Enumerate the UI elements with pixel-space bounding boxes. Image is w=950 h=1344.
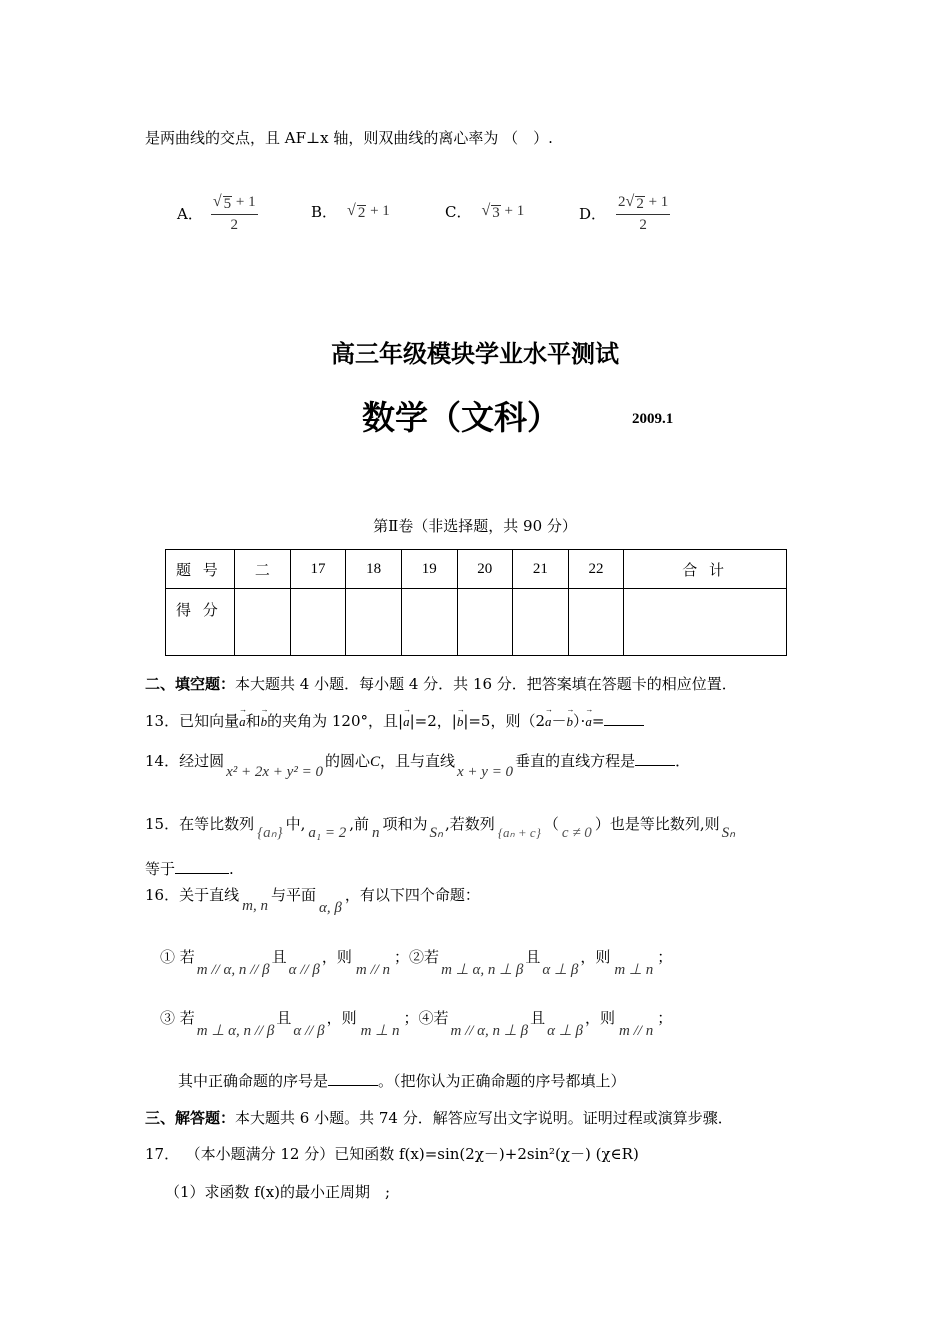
prop-text: ③ 若 bbox=[160, 1009, 195, 1027]
table-header-cell: 合 计 bbox=[624, 550, 787, 589]
question-13 bbox=[145, 710, 644, 731]
table-row-label: 得 分 bbox=[166, 589, 235, 656]
prop-condition: m ⊥ α, n ⊥ β bbox=[441, 962, 524, 978]
first-term: a₁ = 2 bbox=[308, 825, 347, 841]
prop-condition: α ⊥ β bbox=[542, 962, 579, 978]
exam-title: 高三年级模块学业水平测试 bbox=[331, 339, 619, 368]
circle-equation: x² + 2x + y² = 0 bbox=[226, 764, 323, 780]
lines-mn: m, n bbox=[242, 898, 268, 914]
table-header-cell: 20 bbox=[457, 550, 513, 589]
question-15 bbox=[145, 813, 736, 841]
table-header-cell: 题 号 bbox=[166, 550, 235, 589]
option-a bbox=[177, 193, 258, 234]
question-15-line2 bbox=[145, 858, 234, 879]
prop-text: ④若 bbox=[418, 1009, 449, 1027]
part2-label: 二、填空题： bbox=[145, 675, 236, 693]
option-label: B． bbox=[311, 203, 338, 221]
option-b bbox=[311, 201, 390, 222]
q15-text: ）也是等比数列,则 bbox=[594, 815, 720, 833]
part2-desc: 本大题共 4 小题．每小题 4 分．共 16 分．把答案填在答题卡的相应位置． bbox=[235, 675, 737, 693]
score-cell[interactable] bbox=[346, 589, 402, 656]
prop-condition: α // β bbox=[293, 1023, 325, 1039]
planes-alpha-beta: α, β bbox=[318, 900, 342, 916]
vector-a: → a bbox=[403, 714, 410, 730]
prop-text: ； bbox=[394, 948, 410, 966]
question-number: 14． bbox=[145, 752, 180, 770]
score-cell[interactable] bbox=[513, 589, 569, 656]
q14-text: 的圆心 bbox=[324, 752, 370, 770]
answer-blank[interactable] bbox=[635, 765, 675, 766]
vector-a: → a bbox=[545, 714, 552, 730]
q13-text: |=5，则（2 bbox=[463, 712, 546, 730]
prop-text: 且 bbox=[276, 1009, 292, 1027]
vector-b: → b bbox=[567, 714, 574, 730]
q15-text: （ bbox=[543, 815, 559, 833]
prop-text: ； bbox=[403, 1009, 419, 1027]
q14-text: ． bbox=[675, 752, 691, 770]
prop-result: m ⊥ n bbox=[360, 1023, 400, 1039]
q16-text: 与平面 bbox=[270, 886, 316, 904]
table-row bbox=[166, 589, 787, 656]
answer-blank[interactable] bbox=[175, 873, 229, 874]
question-number: 13． bbox=[145, 712, 180, 730]
prop-text: ，则 bbox=[321, 948, 352, 966]
q16-text: 其中正确命题的序号是 bbox=[178, 1072, 329, 1090]
part3-desc: 本大题共 6 小题。共 74 分．解答应写出文字说明。证明过程或演算步骤． bbox=[235, 1109, 733, 1127]
exam-subject: 数学（文科） bbox=[362, 398, 560, 437]
option-b-expr: √ 2 + 1 bbox=[347, 202, 390, 221]
variable-n: n bbox=[372, 825, 380, 841]
sum-sn: Sₙ bbox=[429, 825, 443, 841]
prop-text: 且 bbox=[525, 948, 541, 966]
exam-date: 2009.1 bbox=[632, 411, 674, 427]
table-header-cell: 19 bbox=[401, 550, 457, 589]
q15-text: 中, bbox=[285, 815, 306, 833]
line-equation: x + y = 0 bbox=[457, 764, 514, 780]
prop-condition: m // α, n // β bbox=[196, 962, 270, 978]
q13-text: 的夹角为 120°，且| bbox=[267, 712, 404, 730]
part3-label: 三、解答题： bbox=[145, 1109, 236, 1127]
part3-heading bbox=[145, 1107, 733, 1128]
section-title: 第Ⅱ卷（非选择题，共 90 分） bbox=[373, 517, 577, 535]
vector-a: → a bbox=[585, 714, 592, 730]
question-17-part1: （1）求函数 f(x)的最小正周期 ; bbox=[165, 1183, 391, 1201]
prop-text: ②若 bbox=[409, 948, 440, 966]
q13-text: = bbox=[591, 712, 605, 730]
score-cell[interactable] bbox=[568, 589, 624, 656]
table-header-cell: 22 bbox=[568, 550, 624, 589]
q13-text: － bbox=[551, 712, 567, 730]
option-a-expr: √ 5 + 1 2 bbox=[212, 193, 256, 233]
prop-text: 且 bbox=[271, 948, 287, 966]
table-header-cell: 21 bbox=[513, 550, 569, 589]
question-17 bbox=[145, 1143, 639, 1164]
score-cell[interactable] bbox=[401, 589, 457, 656]
q16-answer-line bbox=[178, 1070, 626, 1091]
option-c bbox=[445, 201, 524, 222]
vector-b: → b bbox=[457, 714, 464, 730]
proposition-3-4 bbox=[160, 1007, 673, 1039]
vector-a: → a bbox=[239, 714, 246, 730]
condition-c: c ≠ 0 bbox=[561, 825, 592, 841]
prop-text: 且 bbox=[530, 1009, 546, 1027]
option-c-expr: √ 3 + 1 bbox=[481, 202, 525, 221]
q14-text: 经过圆 bbox=[179, 752, 225, 770]
q15-text: 在等比数列 bbox=[179, 815, 255, 833]
prop-result: m // n bbox=[619, 1023, 654, 1039]
question-number: 17． bbox=[145, 1145, 180, 1163]
q14-center: C bbox=[369, 754, 380, 770]
table-header-cell: 17 bbox=[290, 550, 346, 589]
q16-text: 关于直线 bbox=[179, 886, 240, 904]
prop-text: ； bbox=[657, 1009, 673, 1027]
q15-text: 等于 bbox=[145, 860, 176, 878]
prop-condition: α ⊥ β bbox=[547, 1023, 584, 1039]
part2-heading bbox=[145, 673, 737, 694]
q15-text: ,前 bbox=[349, 815, 369, 833]
q13-text: 和 bbox=[245, 712, 261, 730]
q15-text: ,若数列 bbox=[445, 815, 495, 833]
score-cell[interactable] bbox=[624, 589, 787, 656]
score-cell[interactable] bbox=[235, 589, 291, 656]
sequence-a-plus-c: {aₙ + c} bbox=[497, 825, 541, 840]
prop-text: ，则 bbox=[326, 1009, 357, 1027]
sequence-a: {aₙ} bbox=[257, 825, 283, 841]
score-table bbox=[165, 549, 787, 656]
q13-text: ）· bbox=[573, 712, 586, 730]
q13-text: 已知向量 bbox=[179, 712, 240, 730]
prop-text: ，则 bbox=[585, 1009, 616, 1027]
prop-text: ，则 bbox=[580, 948, 611, 966]
q14-text: 垂直的直线方程是 bbox=[515, 752, 636, 770]
prop-text: ① 若 bbox=[160, 948, 195, 966]
option-label: A． bbox=[177, 205, 203, 223]
q14-text: ，且与直线 bbox=[379, 752, 455, 770]
option-label: C． bbox=[445, 203, 472, 221]
question-14 bbox=[145, 750, 691, 780]
option-d bbox=[579, 193, 670, 234]
table-row bbox=[166, 550, 787, 589]
score-cell[interactable] bbox=[290, 589, 346, 656]
prop-text: ； bbox=[657, 948, 673, 966]
prop-condition: m // α, n ⊥ β bbox=[450, 1023, 529, 1039]
q13-text: |=2，| bbox=[409, 712, 457, 730]
prop-result: m ⊥ n bbox=[614, 962, 654, 978]
table-header-cell: 18 bbox=[346, 550, 402, 589]
table-header-cell: 二 bbox=[235, 550, 291, 589]
q15-text: . bbox=[229, 860, 234, 878]
option-label: D． bbox=[579, 205, 607, 223]
prop-result: m // n bbox=[355, 962, 391, 978]
proposition-1-2 bbox=[160, 946, 673, 978]
q16-text: ，有以下四个命题： bbox=[344, 886, 480, 904]
q15-text: 项和为 bbox=[382, 815, 428, 833]
prop-condition: α // β bbox=[288, 962, 320, 978]
q16-text: 。（把你认为正确命题的序号都填上） bbox=[378, 1072, 626, 1090]
question-16 bbox=[145, 884, 480, 916]
sum-sn: Sₙ bbox=[721, 825, 736, 841]
question-number: 15． bbox=[145, 815, 180, 833]
question-number: 16． bbox=[145, 886, 180, 904]
question-continuation: 是两曲线的交点，且 AF⊥x 轴，则双曲线的离心率为 （ ）. bbox=[145, 129, 553, 147]
answer-blank[interactable] bbox=[604, 725, 644, 726]
prop-condition: m ⊥ α, n // β bbox=[196, 1023, 275, 1039]
answer-blank[interactable] bbox=[328, 1085, 378, 1086]
option-d-expr: 2 √ 2 + 1 2 bbox=[618, 193, 669, 233]
vector-b: → b bbox=[261, 714, 268, 730]
score-cell[interactable] bbox=[457, 589, 513, 656]
q17-text: （本小题满分 12 分）已知函数 f(x)=sin(2χ－)+2sin²(χ－) (χ∈R) bbox=[193, 1145, 639, 1163]
